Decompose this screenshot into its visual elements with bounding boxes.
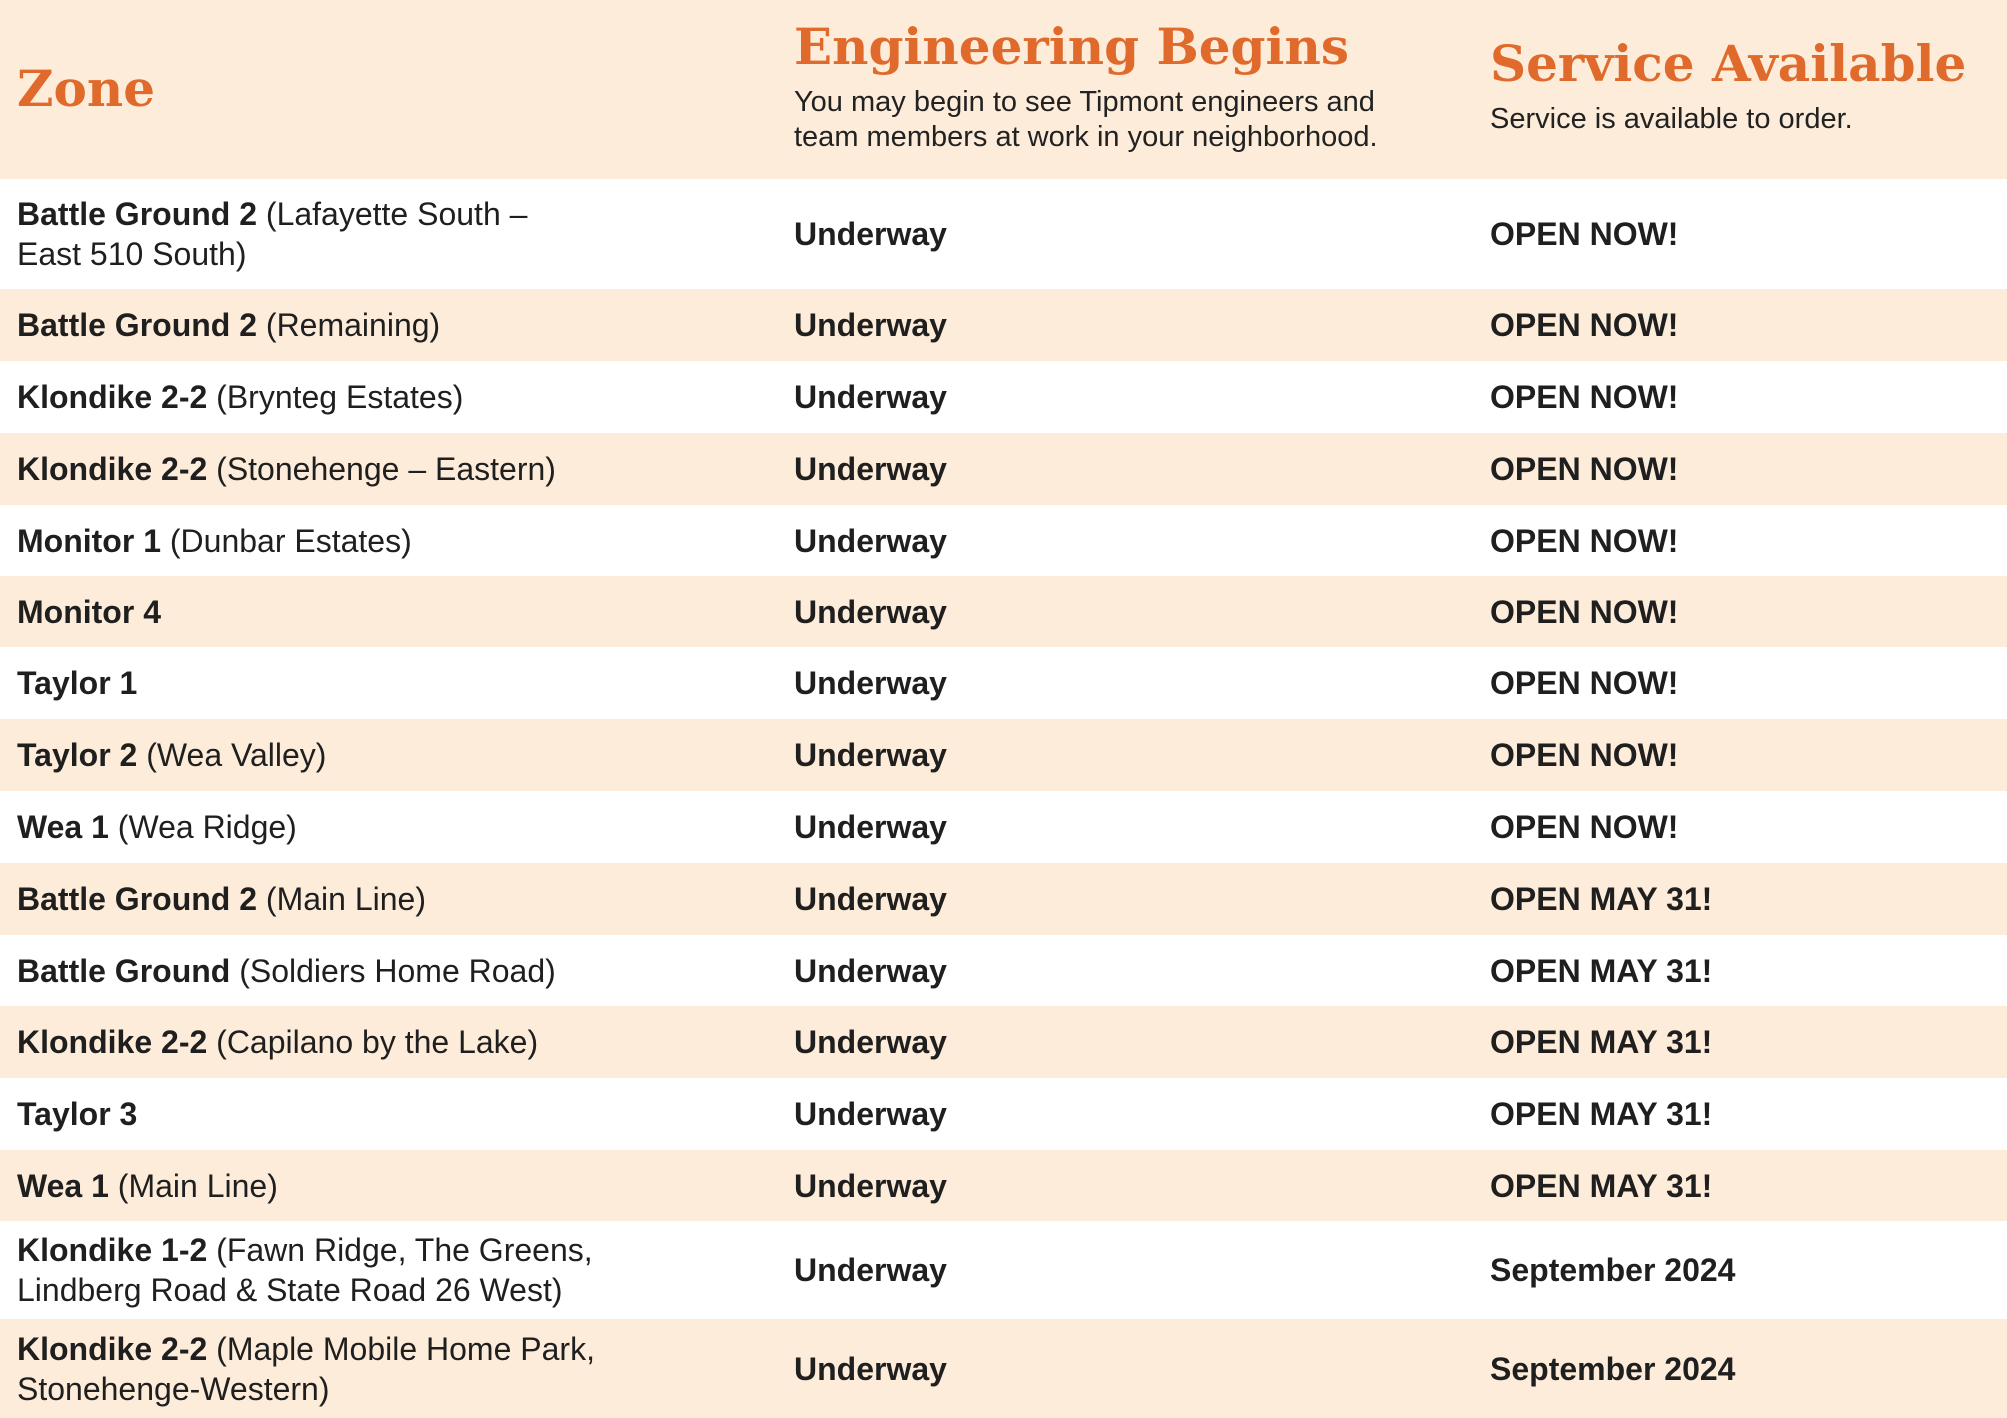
zone-cell (17, 576, 667, 647)
zone-name: Klondike 2-2 (17, 451, 208, 487)
service-status: OPEN MAY 31! (1490, 1096, 1713, 1132)
zone-detail: (Capilano by the Lake) (207, 1024, 539, 1060)
zone-cell (17, 1221, 667, 1319)
engineering-status: Underway (794, 451, 947, 487)
zone-name: Klondike 1-2 (17, 1232, 208, 1268)
zone-cell (17, 1150, 667, 1221)
zone-name: Monitor 1 (17, 522, 161, 559)
zone-name: Klondike 2-2 (17, 379, 208, 415)
service-status: OPEN MAY 31! (1490, 1024, 1713, 1060)
engineering-status: Underway (794, 216, 947, 252)
zone-name: Monitor 4 (17, 593, 161, 630)
table-row (0, 505, 2007, 576)
table-row (0, 719, 2007, 791)
engineering-column-title: Engineering Begins (794, 17, 1349, 76)
table-row (0, 1006, 2007, 1078)
zone-cell (17, 1006, 667, 1078)
engineering-status: Underway (794, 737, 947, 773)
table-row (0, 647, 2007, 719)
zone-detail: (Brynteg Estates) (207, 379, 464, 415)
engineering-status: Underway (794, 1024, 947, 1060)
zone-cell (17, 1078, 667, 1150)
service-status: OPEN NOW! (1490, 307, 1679, 343)
zone-name: Battle Ground (17, 952, 231, 989)
table-row (0, 433, 2007, 505)
zone-detail: (Lafayette South – East 510 South) (17, 196, 528, 272)
zone-detail: (Wea Ridge) (108, 809, 297, 845)
table-header (0, 0, 2007, 179)
engineering-status: Underway (794, 593, 947, 630)
service-status: OPEN MAY 31! (1490, 952, 1713, 989)
table-row (0, 361, 2007, 433)
zone-cell (17, 179, 667, 289)
zone-cell (17, 505, 667, 576)
zone-name: Wea 1 (17, 809, 109, 845)
zone-detail: (Wea Valley) (137, 737, 327, 773)
zone-detail: (Main Line) (257, 881, 426, 917)
service-status: September 2024 (1490, 1350, 1736, 1387)
engineering-status: Underway (794, 522, 947, 559)
service-status: OPEN NOW! (1490, 379, 1679, 415)
service-status: OPEN NOW! (1490, 216, 1679, 252)
zone-name: Taylor 2 (17, 737, 138, 773)
table-row (0, 1221, 2007, 1319)
engineering-status: Underway (794, 665, 947, 701)
service-status: September 2024 (1490, 1252, 1736, 1288)
table-row (0, 1150, 2007, 1221)
zone-name: Battle Ground 2 (17, 196, 258, 232)
zone-detail: (Remaining) (257, 307, 441, 343)
zone-name: Klondike 2-2 (17, 1330, 208, 1367)
zone-name: Battle Ground 2 (17, 307, 258, 343)
table-row (0, 863, 2007, 935)
engineering-status: Underway (794, 307, 947, 343)
engineering-status: Underway (794, 1350, 947, 1387)
service-column-title: Service Available (1490, 34, 1967, 93)
engineering-column-subtitle: You may begin to see Tipmont engineers and team members at work in your neighborhood. (794, 86, 1378, 153)
service-status: OPEN NOW! (1490, 593, 1679, 630)
zone-cell (17, 433, 667, 505)
service-status: OPEN NOW! (1490, 809, 1679, 845)
zone-cell (17, 863, 667, 935)
engineering-status: Underway (794, 809, 947, 845)
zone-cell (17, 289, 667, 361)
service-status: OPEN NOW! (1490, 737, 1679, 773)
zone-cell (17, 647, 667, 719)
service-status: OPEN NOW! (1490, 665, 1679, 701)
table-row (0, 576, 2007, 647)
table-row (0, 935, 2007, 1006)
zone-cell (17, 791, 667, 863)
zone-name: Wea 1 (17, 1167, 109, 1204)
table-row (0, 179, 2007, 289)
zone-cell (17, 719, 667, 791)
service-column-subtitle: Service is available to order. (1490, 103, 1853, 135)
zone-detail: (Stonehenge – Eastern) (207, 451, 556, 487)
engineering-status: Underway (794, 379, 947, 415)
zone-detail: (Maple Mobile Home Park, Stonehenge-Western) (17, 1330, 595, 1407)
engineering-status: Underway (794, 952, 947, 989)
service-status: OPEN MAY 31! (1490, 881, 1713, 917)
zone-name: Taylor 1 (17, 665, 138, 701)
zone-name: Battle Ground 2 (17, 881, 258, 917)
zone-detail: (Soldiers Home Road) (230, 952, 556, 989)
zone-detail: (Dunbar Estates) (160, 522, 412, 559)
zone-cell (17, 1319, 667, 1418)
table-row (0, 1078, 2007, 1150)
service-status: OPEN NOW! (1490, 451, 1679, 487)
table-row (0, 1319, 2007, 1418)
engineering-status: Underway (794, 1096, 947, 1132)
zone-cell (17, 361, 667, 433)
zone-column-title: Zone (17, 59, 156, 118)
zone-cell (17, 935, 667, 1006)
zone-detail: (Main Line) (108, 1167, 278, 1204)
engineering-status: Underway (794, 1252, 947, 1288)
zone-detail: (Fawn Ridge, The Greens, Lindberg Road & State Road 26 West) (17, 1232, 593, 1308)
table-row (0, 791, 2007, 863)
zone-name: Klondike 2-2 (17, 1024, 208, 1060)
table-row (0, 289, 2007, 361)
service-status: OPEN MAY 31! (1490, 1167, 1713, 1204)
service-status: OPEN NOW! (1490, 522, 1679, 559)
engineering-status: Underway (794, 881, 947, 917)
engineering-status: Underway (794, 1167, 947, 1204)
zone-name: Taylor 3 (17, 1096, 138, 1132)
